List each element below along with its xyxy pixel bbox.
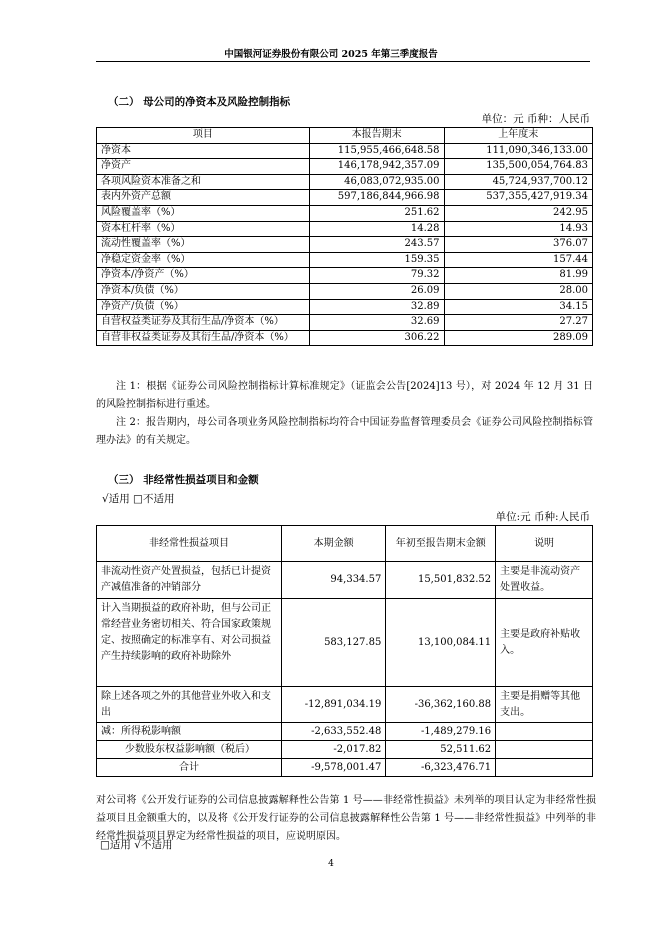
cell-item: 合计: [97, 759, 282, 777]
cell-item: 净稳定资金率（%）: [97, 252, 310, 268]
cell-note: [496, 759, 593, 777]
cell-current: 79.32: [309, 268, 444, 284]
note-2: 注 2：报告期内，母公司各项业务风险控制指标均符合中国证券监督管理委员会《证券公司风险控制指标管理办法》的有关规定。: [96, 417, 593, 446]
table-row: [97, 283, 593, 299]
cell-current: -12,891,034.19: [282, 687, 386, 723]
cell-item: 减：所得税影响额: [97, 723, 282, 741]
cell-current: 14.28: [309, 221, 444, 237]
column-header: 项目: [97, 128, 310, 144]
table-row: [97, 159, 593, 175]
cell-item: 自营非权益类证券及其衍生品/净资本（%）: [97, 330, 310, 346]
cell-prior: 27.27: [444, 315, 592, 331]
cell-note: 主要是政府补贴收入。: [496, 599, 593, 687]
cell-note: [496, 741, 593, 759]
cell-item: 自营权益类证券及其衍生品/净资本（%）: [97, 315, 310, 331]
table-row: [97, 174, 593, 190]
cell-note: 主要是捐赠等其他支出。: [496, 687, 593, 723]
cell-item: 表内外资产总额: [97, 190, 310, 206]
table-row: [97, 221, 593, 237]
cell-prior: 34.15: [444, 299, 592, 315]
cell-item: 除上述各项之外的其他营业外收入和支出: [97, 687, 282, 723]
cell-prior: 242.95: [444, 205, 592, 221]
cell-current: 243.57: [309, 237, 444, 253]
cell-prior: 45,724,937,700.12: [444, 174, 592, 190]
cell-ytd: -6,323,476.71: [386, 759, 496, 777]
section3-title: （三） 非经常性损益项目和金额: [108, 474, 259, 486]
cell-current: 46,083,072,935.00: [309, 174, 444, 190]
table-row: [97, 252, 593, 268]
cell-item: 风险覆盖率（%）: [97, 205, 310, 221]
cell-item: 净资本/净资产（%）: [97, 268, 310, 284]
cell-current: 597,186,844,966.98: [309, 190, 444, 206]
page-number: 4: [328, 859, 334, 869]
cell-current: 251.62: [309, 205, 444, 221]
column-header: 年初至报告期末金额: [386, 526, 496, 562]
cell-prior: 376.07: [444, 237, 592, 253]
cell-prior: 81.99: [444, 268, 592, 284]
cell-item: 少数股东权益影响额（税后）: [97, 741, 282, 759]
section2-unit: 单位：元 币种：人民币: [481, 113, 590, 125]
column-header: 上年度末: [444, 128, 592, 144]
cell-item: 各项风险资本准备之和: [97, 174, 310, 190]
cell-item: 流动性覆盖率（%）: [97, 237, 310, 253]
cell-prior: 111,090,346,133.00: [444, 143, 592, 159]
cell-current: 583,127.85: [282, 599, 386, 687]
section2-notes: [96, 378, 593, 450]
table-row: [97, 143, 593, 159]
header-divider: [96, 61, 590, 62]
column-header: 说明: [496, 526, 593, 562]
cell-item: 非流动性资产处置损益，包括已计提资产减值准备的冲销部分: [97, 562, 282, 599]
table-row: [97, 268, 593, 284]
section3-unit: 单位:元 币种:人民币: [495, 511, 590, 523]
applicability-checkboxes: √适用 □不适用: [102, 493, 175, 505]
non-recurring-table: [96, 525, 593, 777]
footer-applicability: □适用 √不适用: [100, 839, 173, 851]
column-header: 本期金额: [282, 526, 386, 562]
cell-current: 32.89: [309, 299, 444, 315]
cell-item: 净资产/负债（%）: [97, 299, 310, 315]
table-header-row: [97, 128, 593, 144]
cell-ytd: -36,362,160.88: [386, 687, 496, 723]
cell-prior: 537,355,427,919.34: [444, 190, 592, 206]
column-header: 非经常性损益项目: [97, 526, 282, 562]
cell-ytd: -1,489,279.16: [386, 723, 496, 741]
cell-prior: 135,500,054,764.83: [444, 159, 592, 175]
cell-item: 净资本/负债（%）: [97, 283, 310, 299]
cell-prior: 157.44: [444, 252, 592, 268]
table-row: [97, 190, 593, 206]
table-row: [97, 315, 593, 331]
cell-prior: 28.00: [444, 283, 592, 299]
table-row: [97, 330, 593, 346]
table-row: [97, 299, 593, 315]
cell-ytd: 13,100,084.11: [386, 599, 496, 687]
cell-ytd: 52,511.62: [386, 741, 496, 759]
cell-current: -2,017.82: [282, 741, 386, 759]
cell-item: 净资本: [97, 143, 310, 159]
cell-note: [496, 723, 593, 741]
cell-current: 26.09: [309, 283, 444, 299]
table-row: [97, 687, 593, 723]
table-header-row: [97, 526, 593, 562]
cell-item: 计入当期损益的政府补助，但与公司正常经营业务密切相关、符合国家政策规定、按照确定的标准享有、对公司损益产生持续影响的政府补助除外: [97, 599, 282, 687]
cell-current: 32.69: [309, 315, 444, 331]
net-capital-table: [96, 127, 593, 346]
cell-current: 159.35: [309, 252, 444, 268]
table-row: [97, 237, 593, 253]
cell-item: 净资产: [97, 159, 310, 175]
cell-current: -9,578,001.47: [282, 759, 386, 777]
footer-note: 对公司将《公开发行证券的公司信息披露解释性公告第 1 号——非经常性损益》未列举的项目认定为非经常性损益项目且金额重大的，以及将《公开发行证券的公司信息披露解释性公告第 1 号——非经常性损益》中列举的非经常性损益项目界定为经常性损益的项目，应说明原因。: [96, 795, 596, 842]
table-row: [97, 599, 593, 687]
cell-prior: 14.93: [444, 221, 592, 237]
table-row: [97, 759, 593, 777]
cell-item: 资本杠杆率（%）: [97, 221, 310, 237]
cell-current: -2,633,552.48: [282, 723, 386, 741]
table-row: [97, 723, 593, 741]
table-row: [97, 205, 593, 221]
cell-note: 主要是非流动资产处置收益。: [496, 562, 593, 599]
cell-prior: 289.09: [444, 330, 592, 346]
cell-current: 146,178,942,357.09: [309, 159, 444, 175]
cell-current: 94,334.57: [282, 562, 386, 599]
table-row: [97, 741, 593, 759]
cell-ytd: 15,501,832.52: [386, 562, 496, 599]
cell-current: 306.22: [309, 330, 444, 346]
section2-title: （二） 母公司的净资本及风险控制指标: [108, 96, 291, 108]
cell-current: 115,955,466,648.58: [309, 143, 444, 159]
column-header: 本报告期末: [309, 128, 444, 144]
page-header: 中国银河证券股份有限公司 2025 年第三季度报告: [224, 49, 438, 60]
note-1: 注 1：根据《证券公司风险控制指标计算标准规定》（证监会公告[2024]13 号），对 2024 年 12 月 31 日的风险控制指标进行重述。: [96, 381, 593, 410]
table-row: [97, 562, 593, 599]
